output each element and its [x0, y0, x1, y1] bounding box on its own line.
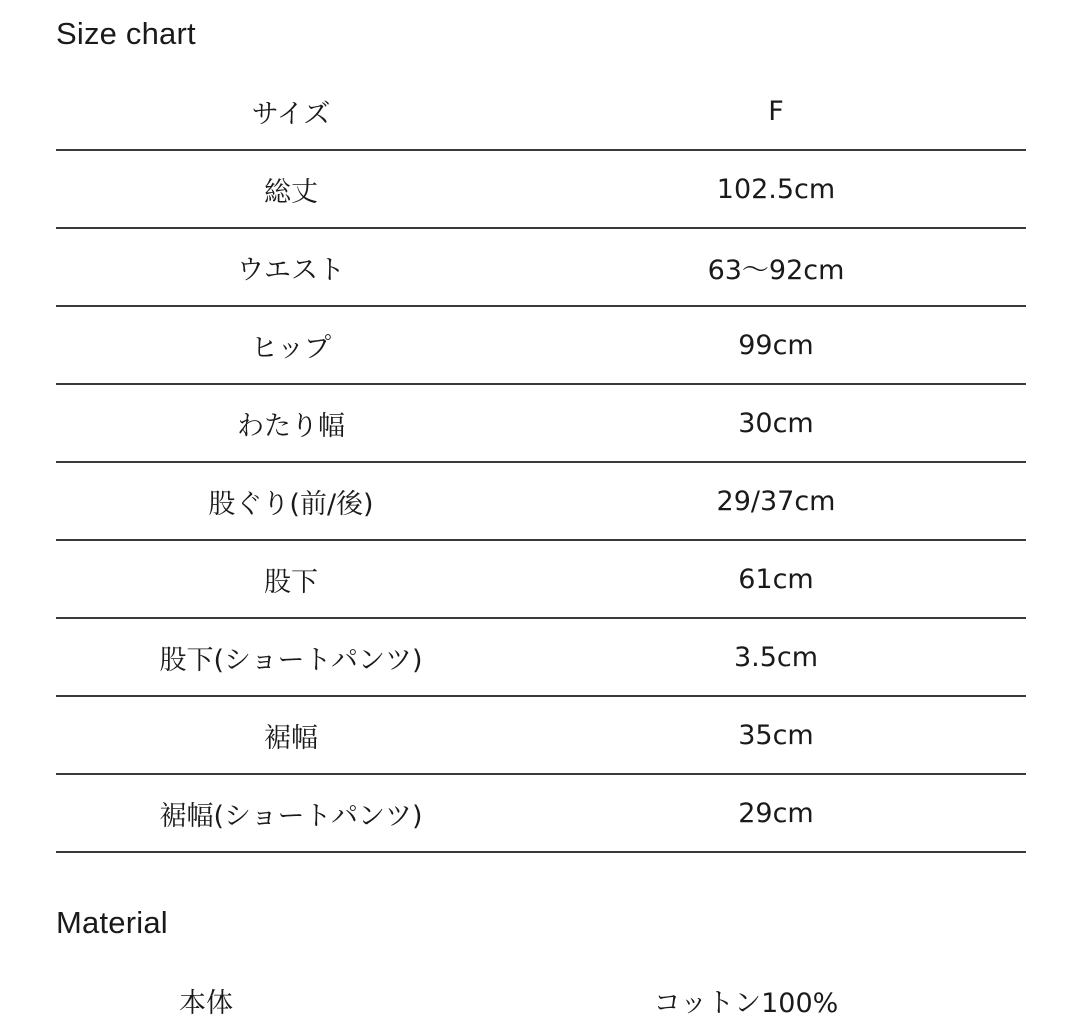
table-row	[56, 383, 1026, 461]
table-row	[56, 74, 1026, 149]
material-row	[56, 978, 1026, 1022]
row-value: 102.5cm	[716, 173, 836, 205]
row-label: 総丈	[264, 176, 318, 208]
row-value: 29/37cm	[716, 485, 836, 517]
table-row	[56, 617, 1026, 695]
row-label: 裾幅(ショートパンツ)	[159, 800, 423, 832]
material-label: 本体	[179, 987, 233, 1019]
size-chart-title: Size chart	[56, 16, 196, 51]
size-chart-table	[56, 74, 1026, 853]
table-row	[56, 461, 1026, 539]
row-value: 3.5cm	[733, 641, 819, 673]
row-label: 裾幅	[264, 722, 318, 754]
row-label: 股ぐり(前/後)	[208, 488, 374, 520]
material-title: Material	[56, 905, 168, 940]
row-value: F	[768, 96, 784, 127]
row-value: 99cm	[738, 329, 814, 361]
table-row	[56, 305, 1026, 383]
table-row	[56, 695, 1026, 773]
table-row	[56, 773, 1026, 853]
row-value: 29cm	[738, 797, 814, 829]
material-value: コットン100%	[653, 987, 839, 1019]
row-label: 股下	[264, 566, 318, 598]
row-label: ヒップ	[250, 332, 332, 364]
row-value: 63〜92cm	[707, 254, 845, 286]
row-value: 35cm	[738, 719, 814, 751]
row-label: わたり幅	[237, 410, 345, 442]
row-value: 30cm	[738, 407, 814, 439]
row-label: ウエスト	[237, 254, 345, 286]
table-row	[56, 227, 1026, 305]
row-label: サイズ	[251, 99, 331, 130]
table-row	[56, 539, 1026, 617]
row-value: 61cm	[738, 563, 814, 595]
table-row	[56, 149, 1026, 227]
row-label: 股下(ショートパンツ)	[159, 644, 423, 676]
